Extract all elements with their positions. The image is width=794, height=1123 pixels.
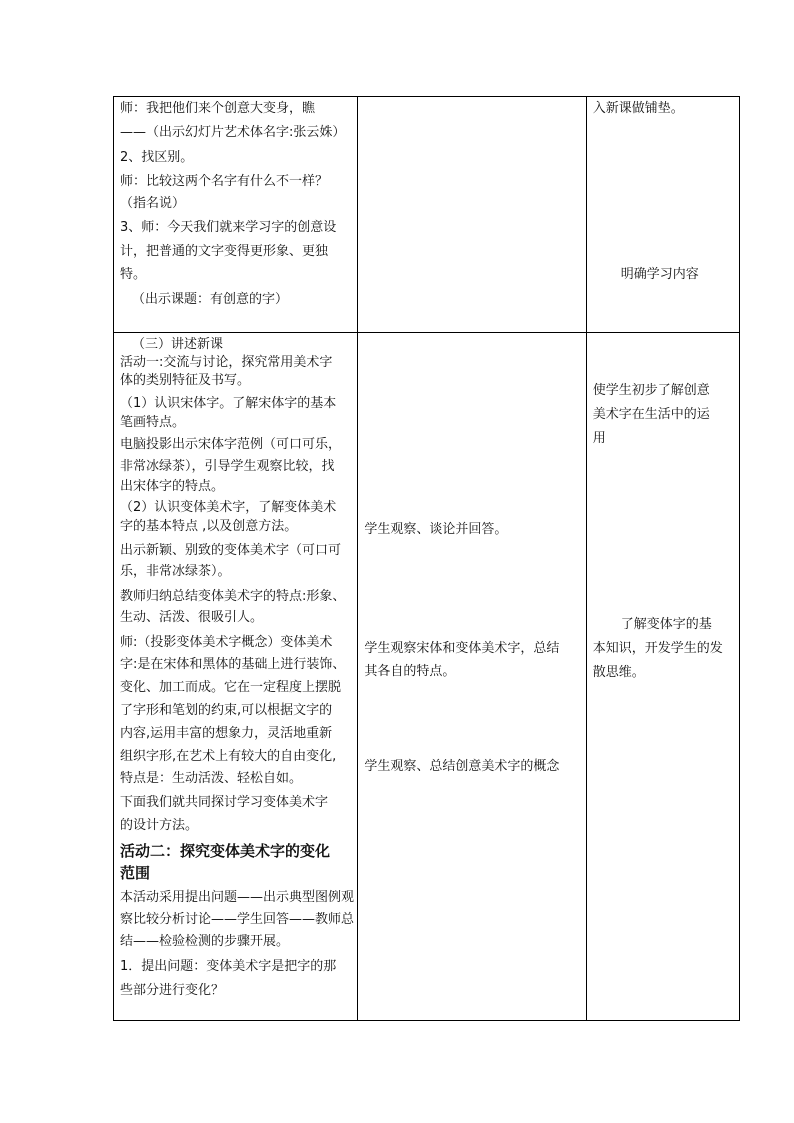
text-line: 本活动采用提出问题——出示典型图例观	[120, 890, 355, 906]
text-line: 特。	[120, 267, 147, 282]
text-line: 笔画特点。	[120, 415, 186, 431]
text-line: 2、找区别。	[120, 150, 194, 165]
text-line: 非常冰绿茶），引导学生观察比较，找	[120, 459, 335, 475]
table-row	[114, 333, 740, 1021]
text-line: 出示新颖、别致的变体美术字（可口可	[120, 543, 342, 559]
text-line: 学生观察、谈论并回答。	[364, 522, 508, 538]
text-line: 本知识，开发学生的发	[592, 641, 723, 657]
design-intent-cell	[586, 97, 739, 333]
text-line: 明确学习内容	[620, 267, 699, 282]
table-row	[114, 97, 740, 333]
text-line: 师:（投影变体美术字概念）变体美术	[120, 635, 333, 651]
text-line: 些部分进行变化？	[120, 983, 225, 999]
text-line: ——（出示幻灯片艺术体名字:张云姝）	[120, 125, 346, 140]
activity-heading: 活动二：探究变体美术字的变化	[120, 842, 331, 861]
text-line: （三）讲述新课	[132, 337, 224, 353]
text-line: 了解变体字的基	[620, 617, 712, 633]
text-line: 1．提出问题：变体美术字是把字的那	[120, 959, 337, 975]
text-line: 活动一:交流与讨论，探究常用美术字	[120, 355, 333, 371]
text-line: 了字形和笔划的约束,可以根据文字的	[120, 703, 333, 719]
text-line: 散思维。	[592, 665, 645, 681]
text-line: （出示课题：有创意的字）	[132, 292, 289, 307]
text-line: 字:是在宋体和黑体的基础上进行装饰、	[120, 657, 346, 673]
teacher-activity-cell	[114, 97, 358, 333]
teacher-activity-cell	[114, 333, 358, 1021]
text-line: 生动、活泼、很吸引人。	[120, 610, 264, 626]
text-line: 学生观察宋体和变体美术字，总结	[364, 641, 560, 657]
text-line: 使学生初步了解创意	[592, 383, 710, 399]
text-line: （2）认识变体美术字，了解变体美术	[120, 500, 337, 516]
text-line: 用	[592, 431, 606, 447]
text-line: 变化、加工而成。它在一定程度上摆脱	[120, 680, 342, 696]
text-line: 组织字形,在艺术上有较大的自由变化,	[120, 749, 337, 765]
text-line: 出宋体字的特点。	[120, 479, 225, 495]
text-line: 特点是：生动活泼、轻松自如。	[120, 771, 303, 787]
text-line: 计，把普通的文字变得更形象、更独	[120, 244, 329, 259]
text-line: 美术字在生活中的运	[592, 407, 710, 423]
activity-heading: 范围	[120, 864, 151, 883]
lesson-plan-table	[113, 96, 740, 1021]
text-line: （指名说）	[120, 196, 186, 211]
text-line: 下面我们就共同探讨学习变体美术字	[120, 795, 329, 811]
text-line: 其各自的特点。	[364, 664, 456, 680]
text-line: 3、师：今天我们就来学习字的创意设	[120, 220, 337, 235]
text-line: 学生观察、总结创意美术字的概念	[364, 759, 560, 775]
text-line: 乐，非常冰绿茶）。	[120, 564, 231, 580]
text-line: 字的基本特点 ,以及创意方法。	[120, 519, 298, 535]
text-line: 师：比较这两个名字有什么不一样？	[120, 174, 329, 189]
text-line: 体的类别特征及书写。	[120, 373, 251, 389]
student-activity-cell	[358, 97, 586, 333]
text-line: 内容,运用丰富的想象力，灵活地重新	[120, 726, 333, 742]
text-line: 电脑投影出示宋体字范例（可口可乐，	[120, 437, 342, 453]
student-activity-cell	[358, 333, 586, 1021]
text-line: 师：我把他们来个创意大变身，瞧	[120, 101, 316, 116]
text-line: 察比较分析讨论——学生回答——教师总	[120, 912, 355, 928]
design-intent-cell	[586, 333, 739, 1021]
text-line: （1）认识宋体字。了解宋体字的基本	[120, 396, 337, 412]
text-line: 结——检验检测的步骤开展。	[120, 934, 290, 950]
text-line: 的设计方法。	[120, 818, 199, 834]
text-line: 教师归纳总结变体美术字的特点:形象、	[120, 589, 346, 605]
text-line: 入新课做铺垫。	[592, 101, 684, 116]
